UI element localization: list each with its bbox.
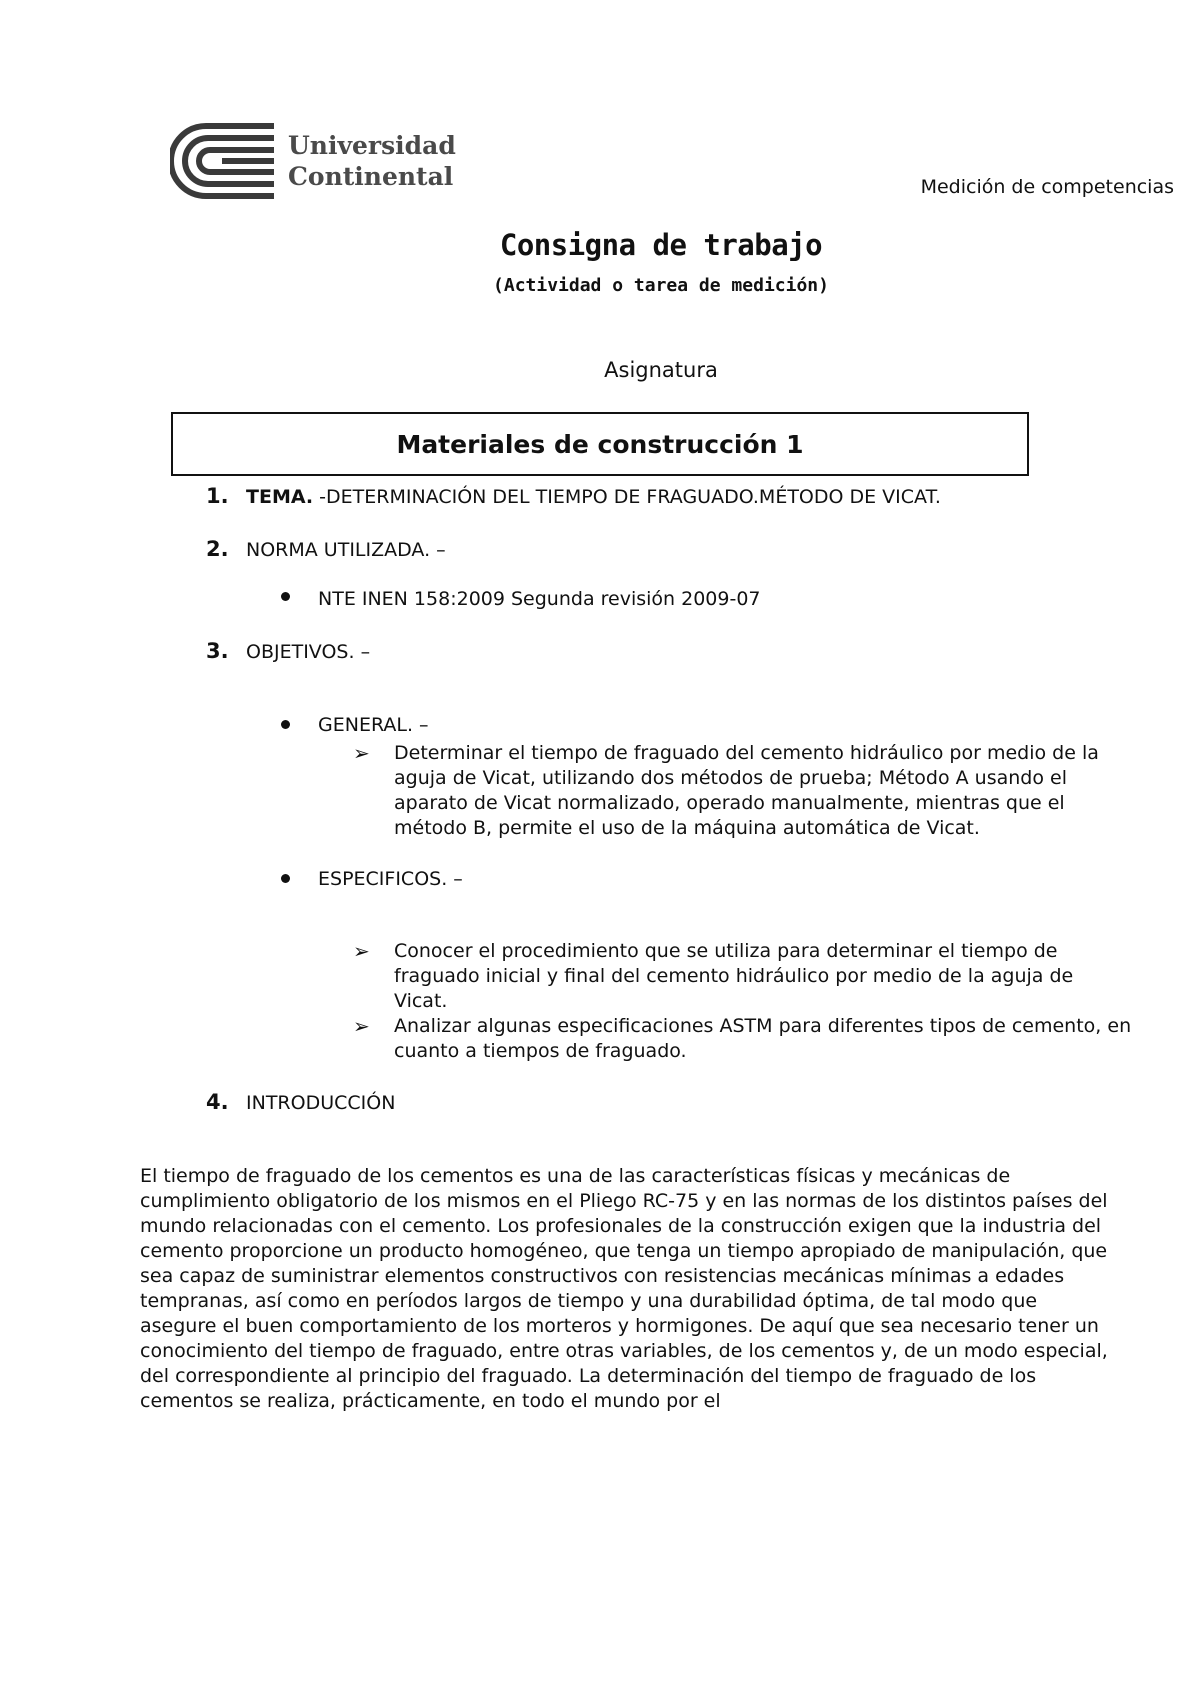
general-line: aparato de Vicat normalizado, operado manualmente, mientras que el [394, 792, 1065, 814]
section-3-label: OBJETIVOS. – [246, 641, 371, 663]
intro-line: del correspondiente al principio del fraguado. La determinación del tiempo de fraguado de los [140, 1365, 1037, 1387]
intro-line: asegure el buen comportamiento de los morteros y hormigones. De aquí que sea necesario tener un [140, 1315, 1099, 1337]
especificos-line: Conocer el procedimiento que se utiliza para determinar el tiempo de [394, 940, 1058, 962]
section-3-number: 3. [206, 639, 229, 663]
section-1-number: 1. [206, 484, 229, 508]
especificos-line: cuanto a tiempos de fraguado. [394, 1040, 687, 1062]
bullet-icon [281, 592, 290, 601]
intro-line: tempranas, así como en períodos largos de tiempo y una durabilidad óptima, de tal modo que [140, 1290, 1038, 1312]
intro-line: cementos se realiza, prácticamente, en todo el mundo por el [140, 1390, 721, 1412]
section-4-label: INTRODUCCIÓN [246, 1092, 396, 1114]
intro-line: cumplimiento obligatorio de los mismos en el Pliego RC-75 y en las normas de los distintos países del [140, 1190, 1108, 1212]
arrow-bullet-icon: ➢ [353, 741, 370, 765]
general-line: Determinar el tiempo de fraguado del cemento hidráulico por medio de la [394, 742, 1099, 764]
section-4-number: 4. [206, 1090, 229, 1114]
especificos-item-1 [394, 939, 1073, 1014]
course-name: Materiales de construcción 1 [396, 429, 804, 459]
bullet-icon [281, 720, 290, 729]
section-1-heading [246, 486, 941, 508]
logo-line-2: Continental [288, 162, 454, 191]
intro-line: conocimiento del tiempo de fraguado, entre otras variables, de los cementos y, de un modo especial, [140, 1340, 1108, 1362]
header-right-text: Medición de competencias [920, 176, 1174, 198]
especificos-line: Vicat. [394, 990, 448, 1012]
intro-line: El tiempo de fraguado de los cementos es una de las características físicas y mecánicas de [140, 1165, 1011, 1187]
university-logo [170, 122, 456, 200]
general-objective [394, 741, 1099, 841]
intro-paragraph [140, 1164, 1108, 1414]
intro-line: sea capaz de suministrar elementos constructivos con resistencias mecánicas mínimas a edades [140, 1265, 1065, 1287]
course-box [171, 412, 1029, 476]
general-label: GENERAL. – [318, 714, 429, 736]
especificos-line: fraguado inicial y final del cemento hidráulico por medio de la aguja de [394, 965, 1074, 987]
intro-line: cemento proporcione un producto homogéneo, que tenga un tiempo apropiado de manipulación, que [140, 1240, 1108, 1262]
especificos-item-2 [394, 1014, 1131, 1064]
section-1-label: TEMA. [246, 486, 314, 508]
general-line: método B, permite el uso de la máquina automática de Vicat. [394, 817, 980, 839]
logo-text [288, 130, 456, 192]
document-subtitle: (Actividad o tarea de medición) [493, 275, 829, 296]
section-2-number: 2. [206, 537, 229, 561]
especificos-label: ESPECIFICOS. – [318, 868, 463, 890]
asignatura-label: Asignatura [604, 358, 718, 382]
section-1-text: -DETERMINACIÓN DEL TIEMPO DE FRAGUADO.MÉTODO DE VICAT. [313, 486, 941, 508]
intro-line: mundo relacionadas con el cemento. Los profesionales de la construcción exigen que la industria del [140, 1215, 1102, 1237]
section-2-label: NORMA UTILIZADA. – [246, 539, 446, 561]
arrow-bullet-icon: ➢ [353, 939, 370, 963]
norma-item: NTE INEN 158:2009 Segunda revisión 2009-07 [318, 588, 761, 610]
bullet-icon [281, 874, 290, 883]
general-line: aguja de Vicat, utilizando dos métodos de prueba; Método A usando el [394, 767, 1067, 789]
university-logo-icon [170, 122, 278, 200]
logo-line-1: Universidad [288, 131, 456, 160]
arrow-bullet-icon: ➢ [353, 1014, 370, 1038]
especificos-line: Analizar algunas especificaciones ASTM para diferentes tipos de cemento, en [394, 1015, 1132, 1037]
document-title: Consigna de trabajo [499, 228, 823, 262]
